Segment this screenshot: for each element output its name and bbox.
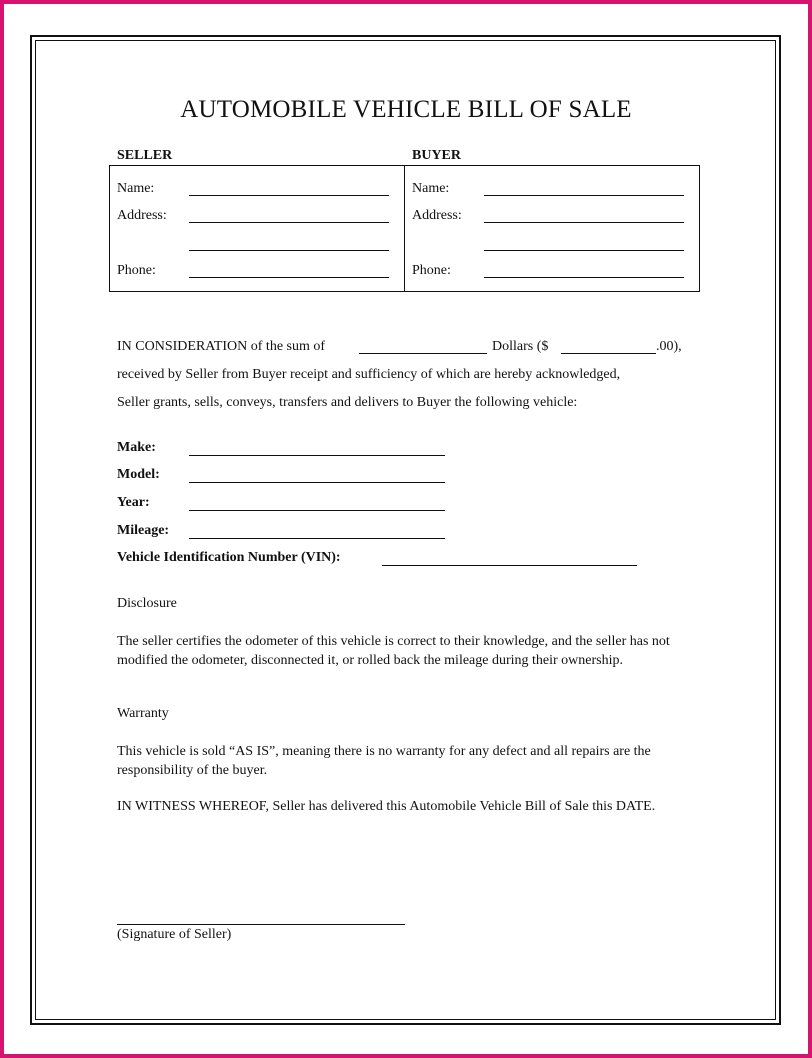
sum-amount-field[interactable] <box>561 353 656 354</box>
seller-signature-line[interactable] <box>117 924 405 925</box>
vin-field[interactable] <box>382 565 637 566</box>
buyer-name-label: Name: <box>412 181 450 196</box>
party-box-divider <box>404 165 405 292</box>
consideration-cents-label: .00), <box>656 339 682 354</box>
buyer-address-field-1[interactable] <box>484 222 684 223</box>
mileage-field[interactable] <box>189 538 445 539</box>
year-field[interactable] <box>189 510 445 511</box>
seller-address-label: Address: <box>117 208 167 223</box>
seller-address-field-2[interactable] <box>189 250 389 251</box>
disclosure-text: The seller certifies the odometer of this vehicle is correct to their knowledge, and the seller has not modified the odometer, disconnected it, or rolled back the mileage during their ownership. <box>117 634 670 668</box>
buyer-phone-label: Phone: <box>412 263 451 278</box>
consideration-text-line-2: received by Seller from Buyer receipt and sufficiency of which are hereby acknowledged, <box>117 367 621 382</box>
year-label: Year: <box>117 495 150 510</box>
sum-words-field[interactable] <box>359 353 487 354</box>
warranty-text: This vehicle is sold “AS IS”, meaning there is no warranty for any defect and all repairs are the responsibility of the buyer. <box>117 744 651 778</box>
buyer-address-label: Address: <box>412 208 462 223</box>
model-label: Model: <box>117 467 160 482</box>
witness-text: IN WITNESS WHEREOF, Seller has delivered this Automobile Vehicle Bill of Sale this DATE. <box>117 799 656 814</box>
seller-name-label: Name: <box>117 181 155 196</box>
disclosure-heading: Disclosure <box>117 596 177 611</box>
seller-phone-field[interactable] <box>189 277 389 278</box>
buyer-heading: BUYER <box>412 148 462 163</box>
warranty-heading: Warranty <box>117 706 169 721</box>
consideration-text-line-3: Seller grants, sells, conveys, transfers and delivers to Buyer the following vehicle: <box>117 395 578 410</box>
make-label: Make: <box>117 440 156 455</box>
buyer-phone-field[interactable] <box>484 277 684 278</box>
seller-address-field-1[interactable] <box>189 222 389 223</box>
signature-label: (Signature of Seller) <box>117 927 232 942</box>
buyer-address-field-2[interactable] <box>484 250 684 251</box>
buyer-name-field[interactable] <box>484 195 684 196</box>
model-field[interactable] <box>189 482 445 483</box>
seller-name-field[interactable] <box>189 195 389 196</box>
seller-heading: SELLER <box>117 148 173 163</box>
consideration-dollars-label: Dollars ($ <box>492 339 549 354</box>
consideration-text-start: IN CONSIDERATION of the sum of <box>117 339 326 354</box>
seller-phone-label: Phone: <box>117 263 156 278</box>
document-title: AUTOMOBILE VEHICLE BILL OF SALE <box>180 96 632 123</box>
make-field[interactable] <box>189 455 445 456</box>
vin-label: Vehicle Identification Number (VIN): <box>117 550 341 565</box>
mileage-label: Mileage: <box>117 523 170 538</box>
